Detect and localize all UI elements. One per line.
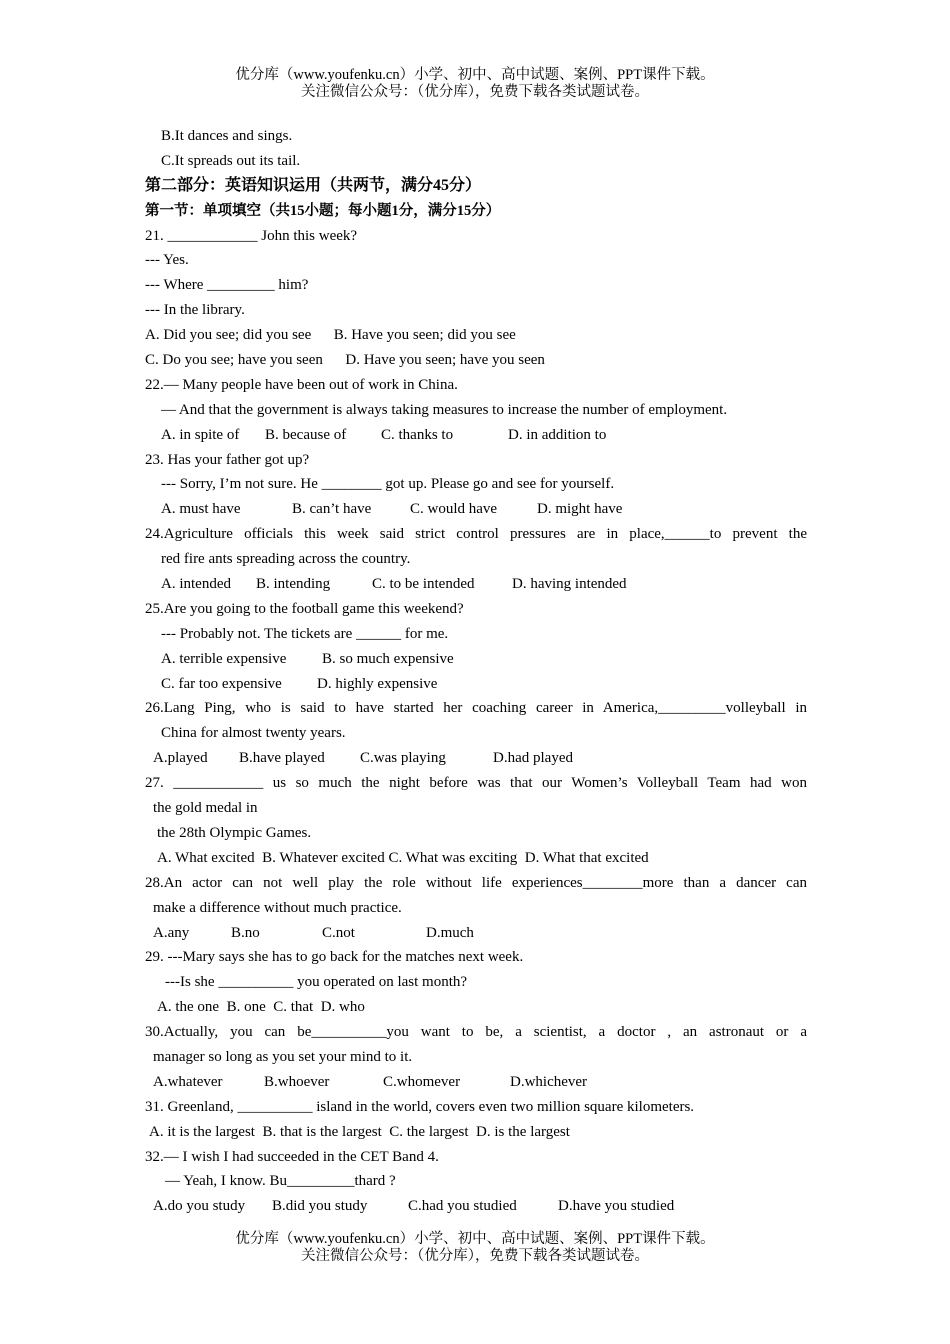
options-row: [145, 746, 807, 771]
question-26: [145, 696, 807, 771]
question-22: [145, 373, 807, 448]
question-stem: 22.— Many people have been out of work in China.: [145, 376, 458, 393]
header-line-1: 优分库（www.youfenku.cn）小学、初中、高中试题、案例、PPT课件下载。: [235, 67, 715, 83]
option-c: C.not: [322, 924, 355, 941]
question-stem: 23. Has your father got up?: [145, 451, 310, 468]
question-stem: 24.Agriculture officials this week said strict control pressures are in place,______to prevent the: [145, 526, 807, 543]
options-row: [145, 423, 807, 448]
question-30: [145, 1020, 807, 1095]
prev-option-b: B.It dances and sings.: [161, 128, 293, 144]
dialog-line: --- In the library.: [145, 302, 245, 319]
header-line-2: 关注微信公众号：（优分库），免费下载各类试题试卷。: [301, 84, 649, 100]
exam-content: [145, 124, 807, 1219]
option-a: A. in spite of: [161, 426, 240, 443]
question-29: [145, 945, 807, 1020]
dialog-line: --- Probably not. The tickets are ______ for me.: [161, 625, 449, 642]
option-c: C. would have: [410, 501, 498, 518]
footer-line-2: 关注微信公众号：（优分库），免费下载各类试题试卷。: [301, 1248, 649, 1264]
option-b: B. so much expensive: [322, 650, 454, 667]
options-row: A. the one B. one C. that D. who: [157, 999, 365, 1016]
option-a: A.whatever: [153, 1073, 223, 1090]
options-row: A. Did you see; did you see B. Have you seen; did you see: [145, 327, 516, 344]
question-stem: 30.Actually, you can be__________you want to be, a scientist, a doctor , an astronaut or a: [145, 1024, 807, 1041]
option-d: D.had played: [493, 750, 573, 767]
option-c: C.had you studied: [408, 1198, 517, 1215]
dialog-line: --- Sorry, I’m not sure. He ________ got up. Please go and see for yourself.: [161, 476, 615, 493]
question-stem: 27. ____________ us so much the night before was that our Women’s Volleyball Team had won: [145, 775, 807, 792]
question-stem-cont: make a difference without much practice.: [153, 899, 402, 916]
question-stem-cont: red fire ants spreading across the country.: [161, 551, 411, 568]
option-b: B.no: [231, 924, 260, 941]
options-row: [145, 1194, 807, 1219]
option-b: B.have played: [239, 750, 325, 767]
dialog-line: — Yeah, I know. Bu_________thard ?: [165, 1173, 396, 1190]
option-d: D. in addition to: [508, 426, 607, 443]
dialog-line: --- Where _________ him?: [145, 277, 309, 294]
option-a: A. intended: [161, 576, 231, 593]
option-d: D.have you studied: [558, 1198, 675, 1215]
question-stem: 29. ---Mary says she has to go back for the matches next week.: [145, 949, 524, 966]
options-row: [145, 672, 807, 697]
options-row: A. What excited B. Whatever excited C. What was exciting D. What that excited: [157, 849, 649, 866]
options-row: [145, 497, 807, 522]
question-stem-cont: China for almost twenty years.: [161, 725, 346, 742]
question-23: [145, 448, 807, 523]
options-row: [145, 1070, 807, 1095]
option-d: D. might have: [537, 501, 623, 518]
option-b: B. because of: [265, 426, 347, 443]
option-b: B. can’t have: [292, 501, 372, 518]
options-row: [145, 572, 807, 597]
option-a: A.played: [153, 750, 208, 767]
question-stem: 26.Lang Ping, who is said to have started her coaching career in America,_________volleyball in: [145, 700, 807, 717]
options-row: C. Do you see; have you seen D. Have you seen; have you seen: [145, 352, 545, 369]
option-d: D.whichever: [510, 1073, 588, 1090]
question-27: [145, 771, 807, 871]
dialog-line: — And that the government is always taking measures to increase the number of employment.: [161, 401, 728, 418]
option-b: B.did you study: [272, 1198, 368, 1215]
options-row: A. it is the largest B. that is the largest C. the largest D. is the largest: [149, 1123, 570, 1140]
question-24: [145, 522, 807, 597]
question-stem: 31. Greenland, __________ island in the world, covers even two million square kilometers.: [145, 1098, 695, 1115]
dialog-line: --- Yes.: [145, 252, 189, 269]
option-a: A.any: [153, 924, 190, 941]
option-c: C.was playing: [360, 750, 446, 767]
option-b: B.whoever: [264, 1073, 330, 1090]
footer-line-1: 优分库（www.youfenku.cn）小学、初中、高中试题、案例、PPT课件下载。: [235, 1231, 715, 1247]
options-row: [145, 647, 807, 672]
dialog-line: ---Is she __________ you operated on last month?: [165, 974, 468, 991]
question-25: [145, 597, 807, 697]
question-stem: 32.— I wish I had succeeded in the CET Band 4.: [145, 1148, 439, 1165]
question-stem: 21. ____________ John this week?: [145, 227, 358, 244]
option-c: C.whomever: [383, 1073, 461, 1090]
option-a: A. terrible expensive: [161, 650, 287, 667]
option-b: B. intending: [256, 576, 331, 593]
prev-option-c: C.It spreads out its tail.: [161, 152, 301, 169]
option-c: C. thanks to: [381, 426, 454, 443]
question-stem-cont: the gold medal in: [153, 800, 258, 817]
question-28: [145, 871, 807, 946]
question-32: [145, 1145, 807, 1220]
question-31: [145, 1095, 807, 1145]
option-d: D. highly expensive: [317, 675, 438, 692]
option-c: C. far too expensive: [161, 675, 282, 692]
option-a: A.do you study: [153, 1198, 246, 1215]
page-footer: [0, 1231, 950, 1265]
question-stem: 25.Are you going to the football game this weekend?: [145, 600, 464, 617]
part-title: 第二部分：英语知识运用（共两节，满分45分）: [145, 176, 482, 194]
option-d: D. having intended: [512, 576, 627, 593]
option-c: C. to be intended: [372, 576, 475, 593]
question-stem: 28.An actor can not well play the role without life experiences________more than a dancer can: [145, 874, 807, 891]
question-stem-cont: the 28th Olympic Games.: [157, 824, 312, 841]
question-21: [145, 224, 807, 373]
option-a: A. must have: [161, 501, 241, 518]
options-row: [145, 921, 807, 946]
page-header: [0, 67, 950, 101]
option-d: D.much: [426, 924, 474, 941]
question-stem-cont: manager so long as you set your mind to it.: [153, 1048, 413, 1065]
section-title: 第一节：单项填空（共15小题；每小题1分，满分15分）: [145, 202, 501, 219]
